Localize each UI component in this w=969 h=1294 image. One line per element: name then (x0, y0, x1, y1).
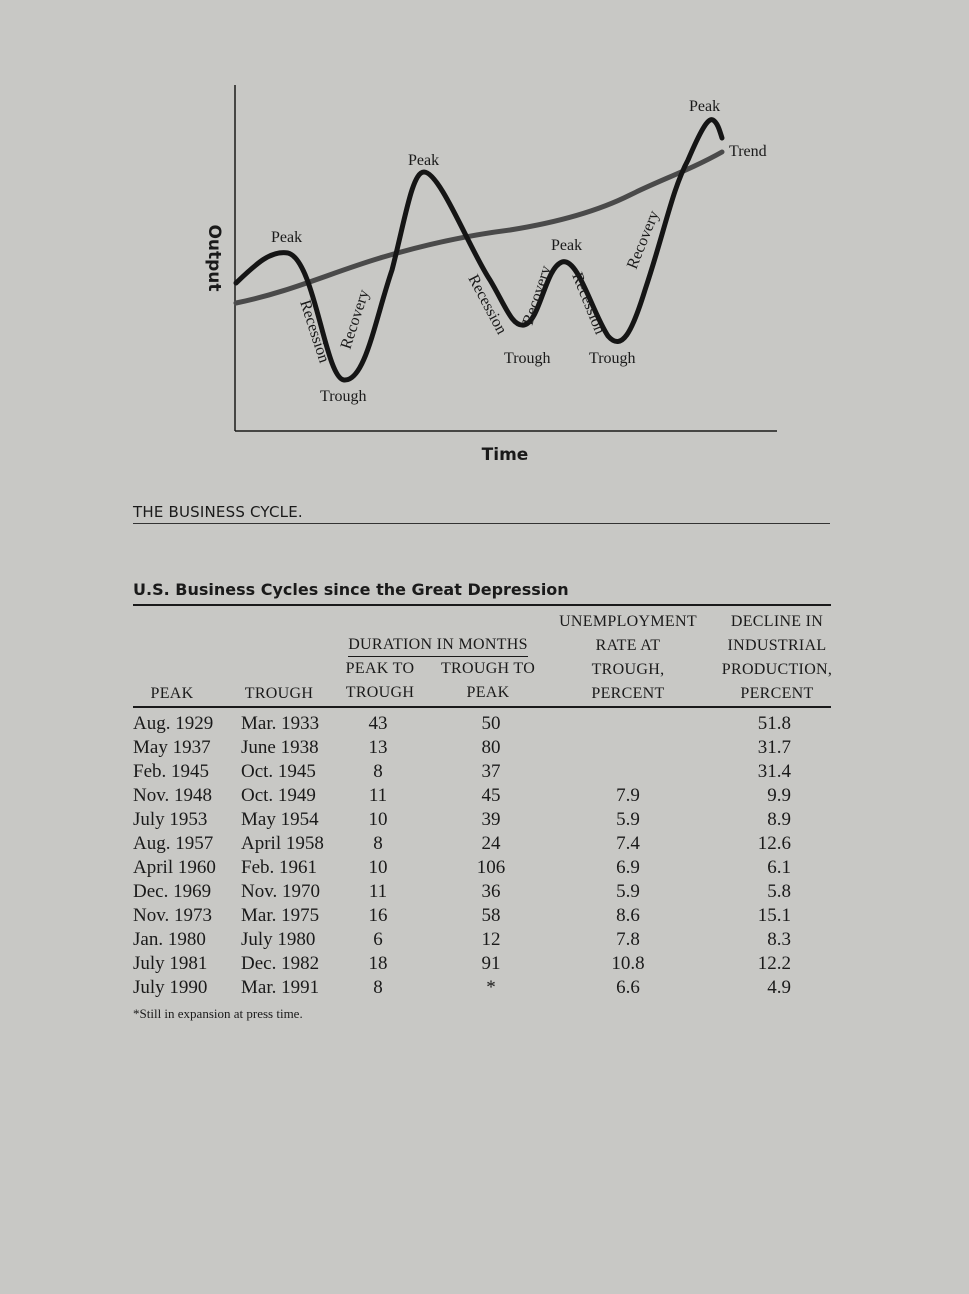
cell-decline: 12.2 (757, 953, 791, 974)
cell-trough: Dec. 1982 (241, 953, 320, 974)
cell-unemp: 8.6 (616, 905, 640, 926)
cell-unemp: 7.8 (616, 929, 640, 950)
header-peak: PEAK (150, 685, 194, 702)
cell-ttp: 80 (481, 737, 501, 758)
header-unemp-line2: RATE AT (595, 637, 661, 654)
header-decline-line2: INDUSTRIAL (727, 637, 827, 654)
header-ttp-line1: TROUGH TO (440, 660, 536, 677)
peak-label-2: Peak (408, 152, 440, 169)
cell-unemp: 10.8 (611, 953, 645, 974)
cell-peak: Nov. 1973 (133, 905, 212, 926)
trough-label-3: Trough (589, 350, 636, 367)
cell-ptt: 10 (368, 857, 388, 878)
header-decline-line4: PERCENT (740, 685, 814, 702)
table-row (133, 760, 831, 784)
cell-ptt: 16 (368, 905, 388, 926)
table-row (133, 856, 831, 880)
cell-peak: Dec. 1969 (133, 881, 212, 902)
header-peak-to-trough (338, 657, 422, 705)
trend-label: Trend (729, 143, 767, 160)
cell-trough: Mar. 1991 (241, 977, 320, 998)
header-decline-line1: DECLINE IN (730, 613, 824, 630)
business-cycle-diagram (0, 0, 969, 470)
cell-decline: 12.6 (757, 833, 791, 854)
recession-label-2: Recession (464, 271, 510, 338)
recovery-label-2: Recovery (519, 263, 555, 328)
cell-unemp: 7.9 (616, 785, 640, 806)
table-row (133, 952, 831, 976)
header-trough-to-peak (436, 657, 540, 705)
peak-label-1: Peak (271, 229, 303, 246)
cell-trough: Mar. 1975 (241, 905, 320, 926)
table-row (133, 712, 831, 736)
table-row (133, 976, 831, 1000)
cell-trough: Feb. 1961 (241, 857, 317, 878)
header-decline-line3: PRODUCTION, (721, 661, 833, 678)
header-duration-group (348, 634, 528, 657)
trough-label-2: Trough (504, 350, 551, 367)
cell-ttp: 45 (481, 785, 501, 806)
cell-ptt: 43 (368, 713, 388, 734)
cell-ptt: 18 (368, 953, 388, 974)
cell-peak: Aug. 1957 (133, 833, 214, 854)
cell-unemp: 6.6 (616, 977, 640, 998)
cell-unemp: 5.9 (616, 881, 640, 902)
cell-ptt: 8 (373, 833, 383, 854)
cell-ttp: 91 (481, 953, 501, 974)
cell-decline: 9.9 (767, 785, 791, 806)
cell-trough: Oct. 1949 (241, 785, 316, 806)
cell-ptt: 11 (368, 881, 388, 902)
cell-trough: June 1938 (241, 737, 319, 758)
cell-decline: 8.3 (767, 929, 791, 950)
table-row (133, 880, 831, 904)
cell-ttp: 39 (481, 809, 501, 830)
cell-decline: 6.1 (767, 857, 791, 878)
table-body (133, 712, 831, 1000)
y-axis-label: Output (204, 224, 224, 292)
cell-peak: Aug. 1929 (133, 713, 214, 734)
peak-label-4: Peak (689, 98, 721, 115)
cell-ttp: 50 (481, 713, 501, 734)
cell-decline: 8.9 (767, 809, 791, 830)
cell-peak: Feb. 1945 (133, 761, 209, 782)
header-trough: TROUGH (244, 685, 314, 702)
cell-trough: May 1954 (241, 809, 319, 830)
cell-peak: July 1990 (133, 977, 208, 998)
cell-ttp: * (486, 977, 496, 998)
cell-ttp: 106 (476, 857, 506, 878)
cell-peak: July 1953 (133, 809, 208, 830)
recession-label-3: Recession (568, 270, 609, 337)
cell-trough: Oct. 1945 (241, 761, 316, 782)
cell-ttp: 36 (481, 881, 501, 902)
cell-ptt: 6 (373, 929, 383, 950)
table-row (133, 832, 831, 856)
table-title: U.S. Business Cycles since the Great Depression (133, 580, 569, 599)
header-ptt-line2: TROUGH (345, 684, 415, 701)
cell-peak: July 1981 (133, 953, 208, 974)
figure-caption: THE BUSINESS CYCLE. (133, 503, 830, 524)
table-row (133, 904, 831, 928)
header-unemployment (558, 610, 698, 706)
peak-label-3: Peak (551, 237, 583, 254)
cell-ttp: 37 (481, 761, 501, 782)
cell-decline: 4.9 (767, 977, 791, 998)
cell-trough: April 1958 (241, 833, 324, 854)
header-unemp-line4: PERCENT (591, 685, 665, 702)
cell-decline: 51.8 (757, 713, 791, 734)
cell-ptt: 10 (368, 809, 388, 830)
cell-decline: 15.1 (757, 905, 791, 926)
cell-trough: Mar. 1933 (241, 713, 320, 734)
cell-ptt: 13 (368, 737, 388, 758)
header-unemp-line1: UNEMPLOYMENT (559, 613, 697, 630)
table-footnote: *Still in expansion at press time. (133, 1006, 303, 1021)
cell-decline: 31.4 (757, 761, 791, 782)
cell-ptt: 11 (368, 785, 388, 806)
recovery-label-1: Recovery (337, 287, 373, 352)
cell-ttp: 12 (481, 929, 501, 950)
header-ttp-line2: PEAK (466, 684, 510, 701)
cell-peak: Nov. 1948 (133, 785, 212, 806)
cell-unemp: 5.9 (616, 809, 640, 830)
table-header-rule (133, 706, 831, 708)
table-row (133, 784, 831, 808)
cell-decline: 31.7 (757, 737, 791, 758)
x-axis-label: Time (481, 445, 529, 465)
cell-ttp: 24 (481, 833, 501, 854)
cell-unemp: 6.9 (616, 857, 640, 878)
cell-peak: May 1937 (133, 737, 211, 758)
cell-trough: Nov. 1970 (241, 881, 320, 902)
cell-unemp: 7.4 (616, 833, 640, 854)
table-row (133, 808, 831, 832)
cell-ptt: 8 (373, 977, 383, 998)
recovery-label-3: Recovery (623, 208, 663, 272)
table-row (133, 928, 831, 952)
header-duration-text: DURATION IN MONTHS (348, 636, 528, 653)
header-decline (718, 610, 836, 706)
table-row (133, 736, 831, 760)
cell-ptt: 8 (373, 761, 383, 782)
cell-trough: July 1980 (241, 929, 316, 950)
table-top-rule (133, 604, 831, 606)
cell-decline: 5.8 (767, 881, 791, 902)
header-ptt-line1: PEAK TO (345, 660, 415, 677)
cell-ttp: 58 (481, 905, 501, 926)
trough-label-1: Trough (320, 388, 367, 405)
header-unemp-line3: TROUGH, (591, 661, 665, 678)
cell-peak: April 1960 (133, 857, 216, 878)
cell-peak: Jan. 1980 (133, 929, 206, 950)
recession-label-1: Recession (296, 297, 333, 365)
